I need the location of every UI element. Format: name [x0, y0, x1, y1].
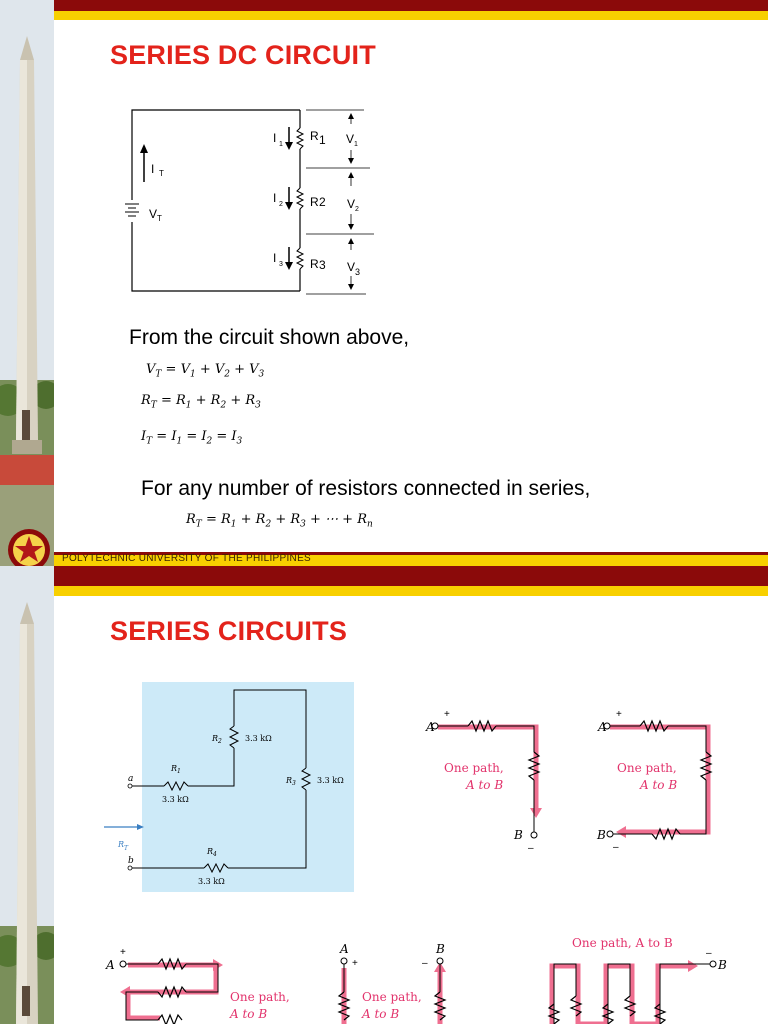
voltage-arrow-v3-up	[348, 238, 354, 244]
r4-value: 3.3 kΩ	[198, 877, 225, 886]
resistor-r3	[297, 248, 303, 269]
r2-label: R	[212, 734, 219, 743]
label-v1: V	[346, 132, 355, 146]
terminal-a: A	[340, 942, 349, 956]
node-b-label: b	[128, 856, 134, 866]
plus-sign: +	[120, 947, 126, 958]
label-r3-sub: 3	[319, 258, 326, 272]
minus-sign: –	[706, 948, 712, 959]
slide-title: SERIES DC CIRCUIT	[110, 40, 376, 70]
path-label: One path,	[362, 990, 422, 1004]
label-v1-sub: 1	[354, 141, 358, 148]
equation-voltage: $V_T = V_1 + V_2 + V_3$	[146, 362, 265, 380]
resistor-r2	[297, 188, 303, 209]
one-path-diagram-multi-bend	[540, 932, 740, 1024]
one-path-diagram-zigzag	[100, 944, 310, 1024]
label-it-sub: T	[159, 169, 164, 178]
voltage-arrow-v3-down	[348, 284, 354, 290]
header-bar	[54, 0, 768, 20]
terminal-a: A	[426, 720, 435, 734]
university-name: POLYTECHNIC UNIVERSITY OF THE PHILIPPINES	[62, 553, 312, 564]
r3-label-sub: 3	[292, 780, 296, 787]
r2-label-sub: 2	[218, 738, 222, 745]
r2-value: 3.3 kΩ	[245, 734, 272, 743]
path-label: One path, A to B	[572, 936, 673, 950]
r1-value: 3.3 kΩ	[162, 795, 189, 804]
label-it: I	[151, 162, 155, 176]
r3-value: 3.3 kΩ	[317, 776, 344, 785]
plus-sign: +	[444, 709, 450, 720]
label-v3-sub: 3	[355, 267, 361, 277]
equation-general-resistance: $R_T = R_1 + R_2 + R_3$ + ⋯ + $R_n$	[186, 512, 373, 530]
r1-label-sub: 1	[177, 768, 181, 775]
label-i2-sub: 2	[279, 201, 283, 208]
path-label-sub: A to B	[362, 1007, 400, 1021]
label-r1-sub: 1	[319, 133, 326, 147]
equation-current: $I_T = I_1 = I_2 = I_3$	[141, 429, 243, 447]
path-label: One path,	[230, 990, 290, 1004]
series-resistors-text: For any number of resistors connected in series,	[141, 477, 591, 500]
plus-sign: +	[352, 958, 358, 969]
label-r2: R	[310, 195, 319, 209]
terminal-a: A	[106, 958, 115, 972]
label-i2: I	[273, 191, 277, 205]
path-label-sub: A to B	[230, 1007, 268, 1021]
path-label: One path,	[617, 761, 677, 775]
label-v2: V	[347, 197, 356, 211]
r4-label: R	[207, 847, 214, 856]
label-i3: I	[273, 251, 277, 265]
obelisk-tower-image	[0, 0, 54, 566]
slide-series-circuits	[0, 566, 768, 1024]
one-path-diagram-two-terminals	[330, 942, 470, 1024]
terminal-b: B	[597, 828, 606, 842]
terminal-b: B	[514, 828, 523, 842]
path-label-sub: A to B	[640, 778, 678, 792]
current-arrow-i2	[285, 202, 293, 210]
intro-text: From the circuit shown above,	[129, 326, 410, 349]
university-seal-logo	[0, 528, 58, 566]
label-i1-sub: 1	[279, 141, 283, 148]
path-label: One path,	[444, 761, 504, 775]
label-r3: R	[310, 257, 319, 271]
label-v3: V	[347, 260, 356, 274]
minus-sign: –	[613, 842, 619, 853]
obelisk-tower-image	[0, 566, 54, 1024]
label-r1: R	[310, 129, 319, 143]
label-i3-sub: 3	[279, 261, 283, 268]
rt-label-sub: T	[124, 845, 129, 852]
voltage-arrow-v1-down	[348, 158, 354, 164]
path-label-sub: A to B	[466, 778, 504, 792]
slide-title: SERIES CIRCUITS	[110, 616, 348, 646]
minus-sign: –	[422, 958, 428, 969]
plus-sign: +	[616, 709, 622, 720]
resistor-r1	[297, 128, 303, 149]
terminal-b: B	[718, 958, 727, 972]
label-v2-sub: 2	[355, 206, 359, 213]
current-arrow-it	[140, 144, 148, 153]
node-a-label: a	[128, 774, 134, 784]
series-circuit-diagram	[120, 100, 380, 300]
voltage-arrow-v2-down	[348, 224, 354, 230]
terminal-b: B	[436, 942, 445, 956]
label-vt-sub: T	[157, 214, 162, 223]
minus-sign: –	[528, 843, 534, 854]
header-bar	[54, 566, 768, 596]
voltage-arrow-v2-up	[348, 172, 354, 178]
rt-label: R	[118, 840, 125, 849]
label-i1: I	[273, 131, 277, 145]
one-path-diagram-u-shape	[596, 706, 726, 856]
r4-label-sub: 4	[213, 851, 217, 858]
label-r2-sub: 2	[319, 195, 326, 209]
current-arrow-i1	[285, 142, 293, 150]
one-path-diagram-l-shape	[424, 706, 554, 856]
series-circuit-four-resistors	[100, 680, 360, 896]
label-vt: V	[149, 207, 158, 221]
r3-label: R	[286, 776, 293, 785]
terminal-a: A	[598, 720, 607, 734]
equation-resistance: $R_T = R_1 + R_2 + R_3$	[141, 393, 261, 411]
r1-label: R	[171, 764, 178, 773]
current-arrow-i3	[285, 262, 293, 270]
voltage-arrow-v1-up	[348, 113, 354, 119]
